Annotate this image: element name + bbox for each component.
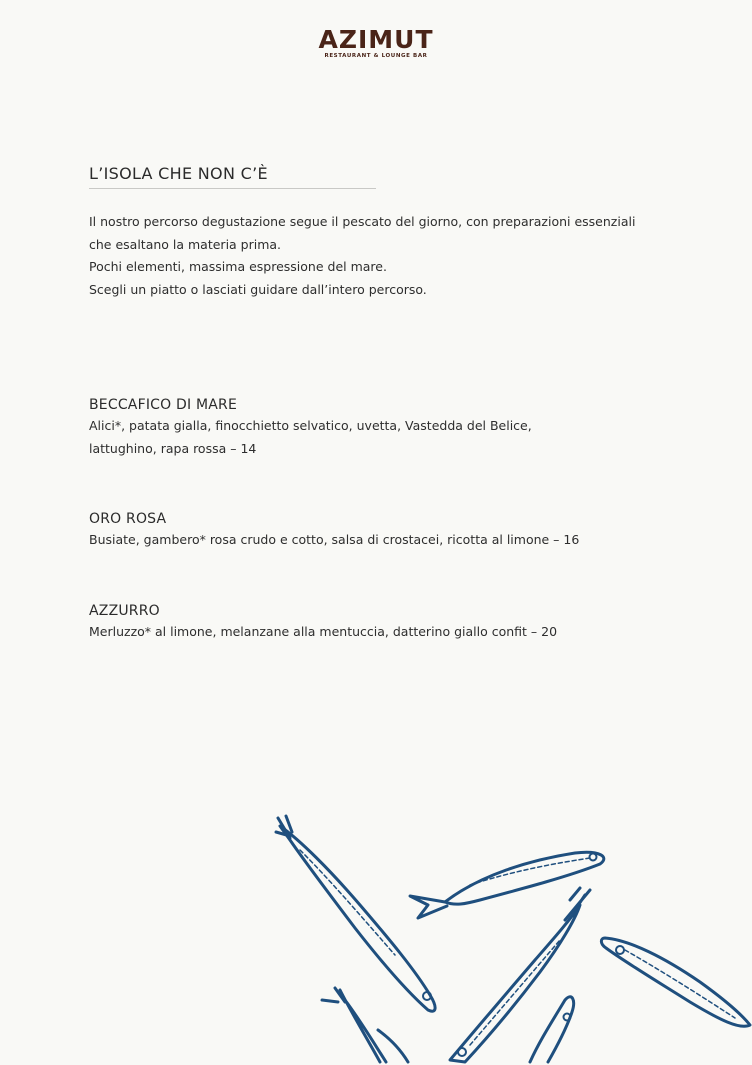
brand-name: AZIMUT xyxy=(318,25,434,54)
dish-description-line: Alici*, patata gialla, finocchietto selvatico, uvetta, Vastedda del Belice, xyxy=(89,418,532,433)
brand-tagline: RESTAURANT & LOUNGE BAR xyxy=(324,53,428,59)
dish-name: ORO ROSA xyxy=(89,511,167,527)
fish-icon xyxy=(530,997,574,1062)
dish-description-line: Busiate, gambero* rosa crudo e cotto, salsa di crostacei, ricotta al limone – 16 xyxy=(89,532,580,547)
section-title: L’ISOLA CHE NON C’È xyxy=(89,164,268,183)
intro-line: Pochi elementi, massima espressione del mare. xyxy=(89,259,387,275)
fish-icon xyxy=(322,988,408,1062)
fish-icon xyxy=(450,888,590,1062)
intro-line: Scegli un piatto o lasciati guidare dall’intero percorso. xyxy=(89,282,427,298)
dish-name: BECCAFICO DI MARE xyxy=(89,397,237,413)
fish-icon xyxy=(601,938,750,1026)
dish-name: AZZURRO xyxy=(89,603,160,619)
fish-icon xyxy=(276,816,435,1011)
dish-description-line: Merluzzo* al limone, melanzane alla mentuccia, datterino giallo confit – 20 xyxy=(89,624,558,639)
dish-description-line: lattughino, rapa rossa – 14 xyxy=(89,440,257,456)
intro-line: Il nostro percorso degustazione segue il pescato del giorno, con preparazioni essenziali xyxy=(89,214,636,229)
intro-line: che esaltano la materia prima. xyxy=(89,236,282,252)
